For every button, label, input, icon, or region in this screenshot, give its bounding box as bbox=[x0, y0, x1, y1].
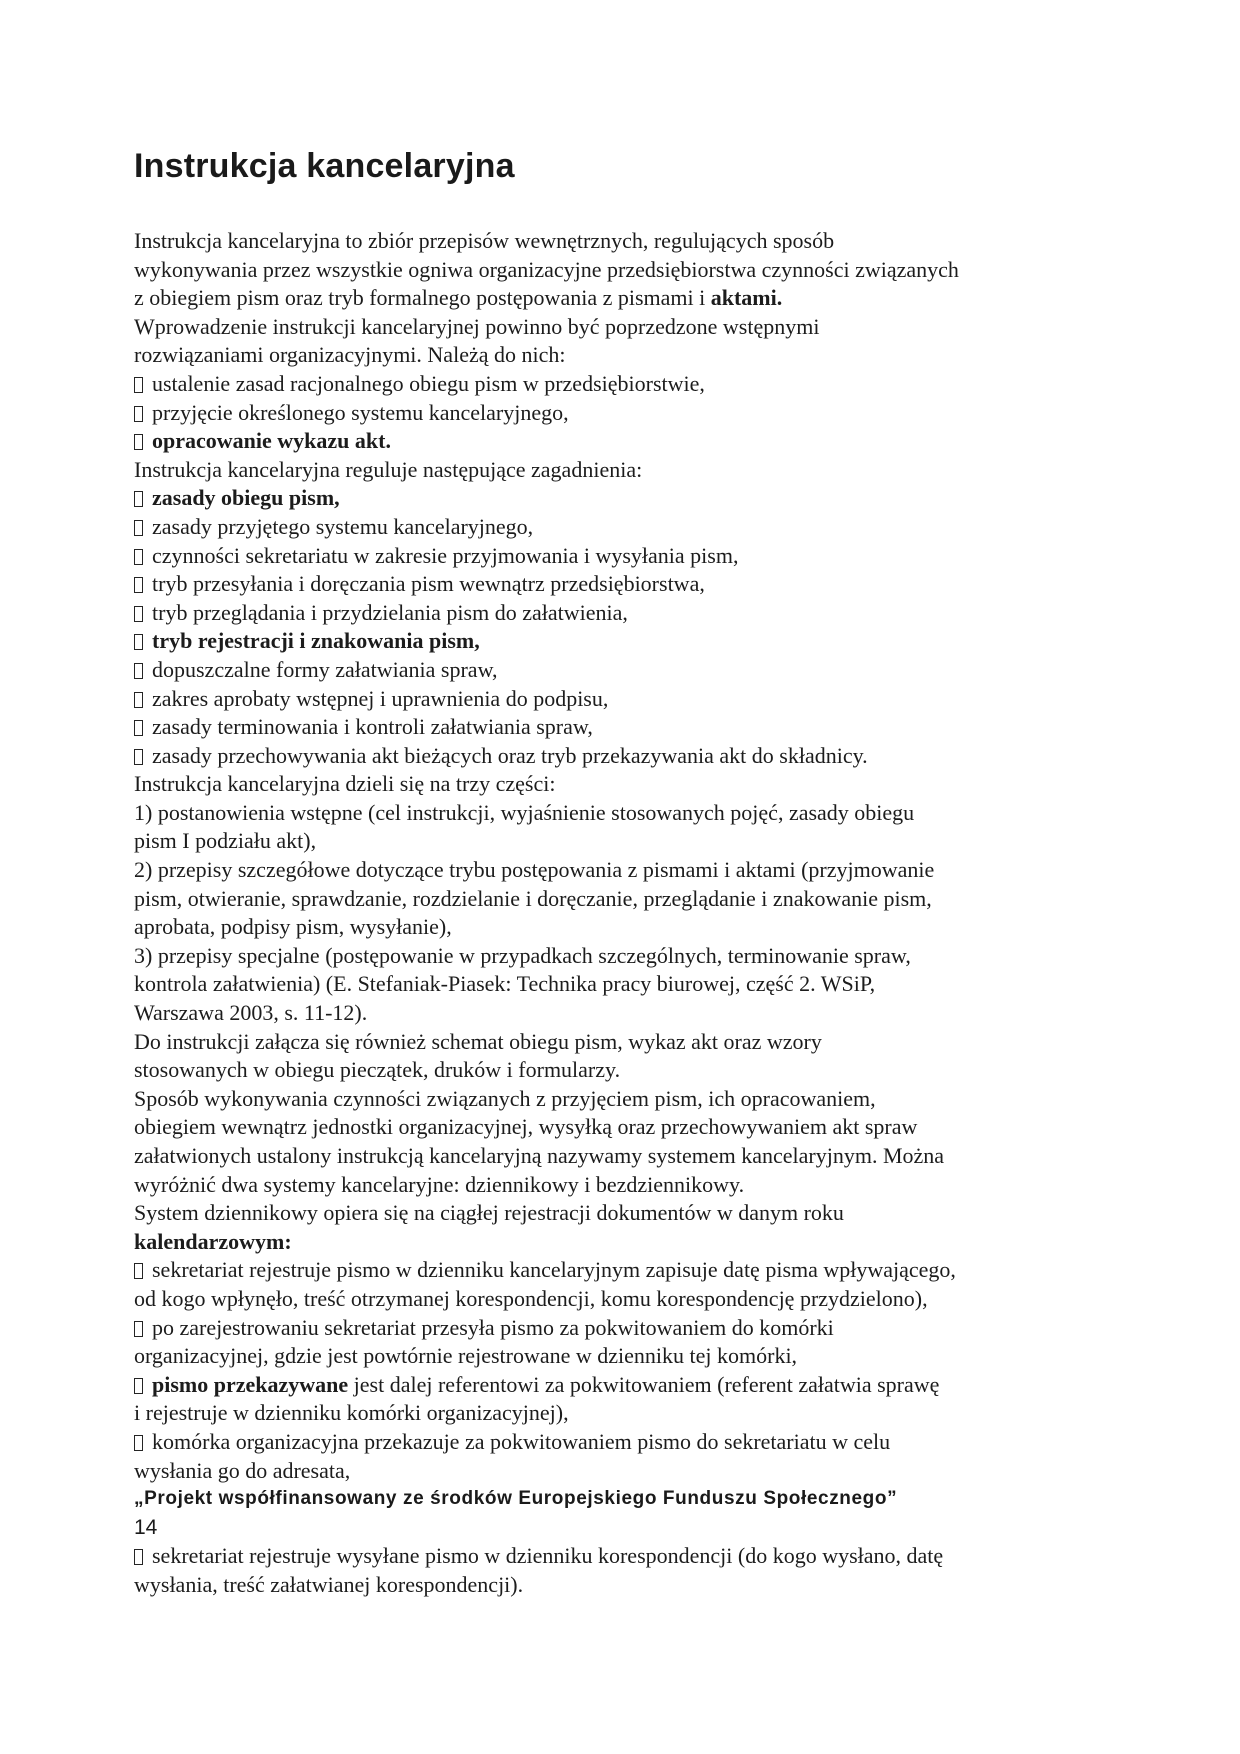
text-line bbox=[134, 1399, 1150, 1428]
empty-box-bullet-icon bbox=[134, 1263, 143, 1279]
text-line bbox=[134, 1085, 1150, 1114]
bullet-line bbox=[134, 599, 1150, 628]
text-segment: pism, otwieranie, sprawdzanie, rozdzielanie i doręczanie, przeglądanie i znakowanie pism, bbox=[134, 885, 932, 911]
text-segment: sekretariat rejestruje pismo w dzienniku kancelaryjnym zapisuje datę pisma wpływającego, bbox=[152, 1257, 956, 1283]
empty-box-bullet-icon bbox=[134, 749, 143, 765]
text-segment: z obiegiem pism oraz tryb formalnego postępowania z pismami i bbox=[134, 285, 711, 311]
text-segment: 1) postanowienia wstępne (cel instrukcji, wyjaśnienie stosowanych pojęć, zasady obiegu bbox=[134, 799, 915, 825]
bullet-line bbox=[134, 542, 1150, 571]
text-line bbox=[134, 827, 1150, 856]
text-segment: ustalenie zasad racjonalnego obiegu pism w przedsiębiorstwie, bbox=[152, 370, 705, 396]
text-line bbox=[134, 856, 1150, 885]
text-line bbox=[134, 256, 1150, 285]
empty-box-bullet-icon bbox=[134, 663, 143, 679]
text-line bbox=[134, 1056, 1150, 1085]
text-line bbox=[134, 885, 1150, 914]
text-segment: tryb przeglądania i przydzielania pism do załatwienia, bbox=[152, 599, 628, 625]
text-segment: wysłania, treść załatwianej korespondencji). bbox=[134, 1571, 524, 1597]
text-segment: od kogo wpłynęło, treść otrzymanej korespondencji, komu korespondencję przydzielono), bbox=[134, 1285, 928, 1311]
empty-box-bullet-icon bbox=[134, 520, 143, 536]
text-line bbox=[134, 1113, 1150, 1142]
bullet-line bbox=[134, 1428, 1150, 1457]
empty-box-bullet-icon bbox=[134, 692, 143, 708]
text-segment: przyjęcie określonego systemu kancelaryjnego, bbox=[152, 399, 569, 425]
text-line bbox=[134, 1171, 1150, 1200]
text-line bbox=[134, 1028, 1150, 1057]
text-line bbox=[134, 999, 1150, 1028]
text-line bbox=[134, 284, 1150, 313]
text-segment: kontrola załatwienia) (E. Stefaniak-Piasek: Technika pracy biurowej, część 2. WSiP, bbox=[134, 971, 876, 997]
text-line bbox=[134, 1571, 1150, 1600]
text-segment: Instrukcja kancelaryjna reguluje następujące zagadnienia: bbox=[134, 456, 643, 482]
text-segment: stosowanych w obiegu pieczątek, druków i formularzy. bbox=[134, 1057, 621, 1083]
text-segment: aprobata, podpisy pism, wysyłanie), bbox=[134, 914, 452, 940]
text-line bbox=[134, 1457, 1150, 1486]
text-line bbox=[134, 1199, 1150, 1228]
text-segment: kalendarzowym: bbox=[134, 1228, 292, 1254]
text-segment: opracowanie wykazu akt. bbox=[152, 428, 391, 454]
empty-box-bullet-icon bbox=[134, 377, 143, 393]
text-segment: wysłania go do adresata, bbox=[134, 1457, 351, 1483]
text-segment: System dziennikowy opiera się na ciągłej rejestracji dokumentów w danym roku bbox=[134, 1200, 844, 1226]
text-segment: zakres aprobaty wstępnej i uprawnienia do podpisu, bbox=[152, 685, 609, 711]
text-line bbox=[134, 456, 1150, 485]
bullet-line bbox=[134, 656, 1150, 685]
text-line bbox=[134, 227, 1150, 256]
empty-box-bullet-icon bbox=[134, 1435, 143, 1451]
text-segment: Instrukcja kancelaryjna to zbiór przepisów wewnętrznych, regulujących sposób bbox=[134, 228, 835, 253]
text-segment: 2) przepisy szczegółowe dotyczące trybu postępowania z pismami i aktami (przyjmowanie bbox=[134, 857, 935, 883]
empty-box-bullet-icon bbox=[134, 491, 143, 507]
text-segment: organizacyjnej, gdzie jest powtórnie rejestrowane w dzienniku tej komórki, bbox=[134, 1343, 798, 1369]
text-segment: tryb rejestracji i znakowania pism, bbox=[152, 628, 480, 654]
empty-box-bullet-icon bbox=[134, 577, 143, 593]
bullet-line bbox=[134, 570, 1150, 599]
bullet-line bbox=[134, 1542, 1150, 1571]
text-segment: 3) przepisy specjalne (postępowanie w przypadkach szczególnych, terminowanie spraw, bbox=[134, 942, 911, 968]
text-line bbox=[134, 1142, 1150, 1171]
text-segment: Do instrukcji załącza się również schemat obiegu pism, wykaz akt oraz wzory bbox=[134, 1028, 822, 1054]
bullet-line bbox=[134, 742, 1150, 771]
text-segment: Wprowadzenie instrukcji kancelaryjnej powinno być poprzedzone wstępnymi bbox=[134, 313, 820, 339]
text-segment: aktami. bbox=[710, 285, 783, 311]
bullet-line bbox=[134, 685, 1150, 714]
text-segment: Instrukcja kancelaryjna dzieli się na trzy części: bbox=[134, 771, 556, 797]
document-body bbox=[134, 227, 1150, 1600]
text-segment: sekretariat rejestruje wysyłane pismo w dzienniku korespondencji (do kogo wysłano, datę bbox=[152, 1543, 944, 1569]
text-segment: dopuszczalne formy załatwiania spraw, bbox=[152, 656, 498, 682]
text-segment: komórka organizacyjna przekazuje za pokwitowaniem pismo do sekretariatu w celu bbox=[152, 1428, 891, 1454]
page-title: Instrukcja kancelaryjna bbox=[134, 147, 515, 185]
text-segment: „Projekt współfinansowany ze środków Europejskiego Funduszu Społecznego” bbox=[134, 1488, 898, 1510]
text-line bbox=[134, 770, 1150, 799]
empty-box-bullet-icon bbox=[134, 720, 143, 736]
empty-box-bullet-icon bbox=[134, 606, 143, 622]
bullet-line bbox=[134, 399, 1150, 428]
text-segment: tryb przesyłania i doręczania pism wewnątrz przedsiębiorstwa, bbox=[152, 571, 705, 597]
bullet-line bbox=[134, 1371, 1150, 1400]
bullet-line bbox=[134, 1314, 1150, 1343]
page-number bbox=[134, 1514, 1150, 1543]
text-segment: zasady obiegu pism, bbox=[152, 485, 340, 511]
empty-box-bullet-icon bbox=[134, 634, 143, 650]
bullet-line bbox=[134, 484, 1150, 513]
text-segment: zasady przyjętego systemu kancelaryjnego, bbox=[152, 513, 534, 539]
empty-box-bullet-icon bbox=[134, 1378, 143, 1394]
text-line bbox=[134, 313, 1150, 342]
bullet-line bbox=[134, 513, 1150, 542]
text-segment: wyróżnić dwa systemy kancelaryjne: dziennikowy i bezdziennikowy. bbox=[134, 1171, 745, 1197]
text-segment: załatwionych ustalony instrukcją kancelaryjną nazywamy systemem kancelaryjnym. Można bbox=[134, 1143, 945, 1168]
text-line bbox=[134, 1228, 1150, 1257]
bullet-line bbox=[134, 1256, 1150, 1285]
text-segment: zasady przechowywania akt bieżących oraz tryb przekazywania akt do składnicy. bbox=[152, 742, 868, 768]
text-line bbox=[134, 913, 1150, 942]
empty-box-bullet-icon bbox=[134, 549, 143, 565]
text-segment: pismo przekazywane bbox=[152, 1371, 349, 1397]
text-segment: po zarejestrowaniu sekretariat przesyła pismo za pokwitowaniem do komórki bbox=[152, 1314, 834, 1340]
text-segment: jest dalej referentowi za pokwitowaniem (referent załatwia sprawę bbox=[348, 1371, 940, 1397]
bullet-line bbox=[134, 627, 1150, 656]
text-line bbox=[134, 1342, 1150, 1371]
text-segment: czynności sekretariatu w zakresie przyjmowania i wysyłania pism, bbox=[152, 542, 739, 568]
text-segment: zasady terminowania i kontroli załatwiania spraw, bbox=[152, 714, 593, 740]
footer-project-line bbox=[134, 1485, 1150, 1514]
text-line bbox=[134, 942, 1150, 971]
empty-box-bullet-icon bbox=[134, 1321, 143, 1337]
text-segment: i rejestruje w dzienniku komórki organizacyjnej), bbox=[134, 1400, 569, 1426]
text-segment: Warszawa 2003, s. 11-12). bbox=[134, 1000, 368, 1026]
text-segment: wykonywania przez wszystkie ogniwa organizacyjne przedsiębiorstwa czynności związanych bbox=[134, 256, 959, 282]
text-segment: 14 bbox=[134, 1515, 158, 1539]
text-line bbox=[134, 1285, 1150, 1314]
text-line bbox=[134, 970, 1150, 999]
bullet-line bbox=[134, 427, 1150, 456]
text-segment: pism I podziału akt), bbox=[134, 828, 317, 854]
bullet-line bbox=[134, 370, 1150, 399]
text-line bbox=[134, 341, 1150, 370]
text-segment: obiegiem wewnątrz jednostki organizacyjnej, wysyłką oraz przechowywaniem akt spraw bbox=[134, 1114, 918, 1140]
text-line bbox=[134, 799, 1150, 828]
empty-box-bullet-icon bbox=[134, 406, 143, 422]
text-segment: rozwiązaniami organizacyjnymi. Należą do nich: bbox=[134, 342, 566, 368]
bullet-line bbox=[134, 713, 1150, 742]
text-segment: Sposób wykonywania czynności związanych z przyjęciem pism, ich opracowaniem, bbox=[134, 1085, 876, 1111]
empty-box-bullet-icon bbox=[134, 434, 143, 450]
empty-box-bullet-icon bbox=[134, 1549, 143, 1565]
